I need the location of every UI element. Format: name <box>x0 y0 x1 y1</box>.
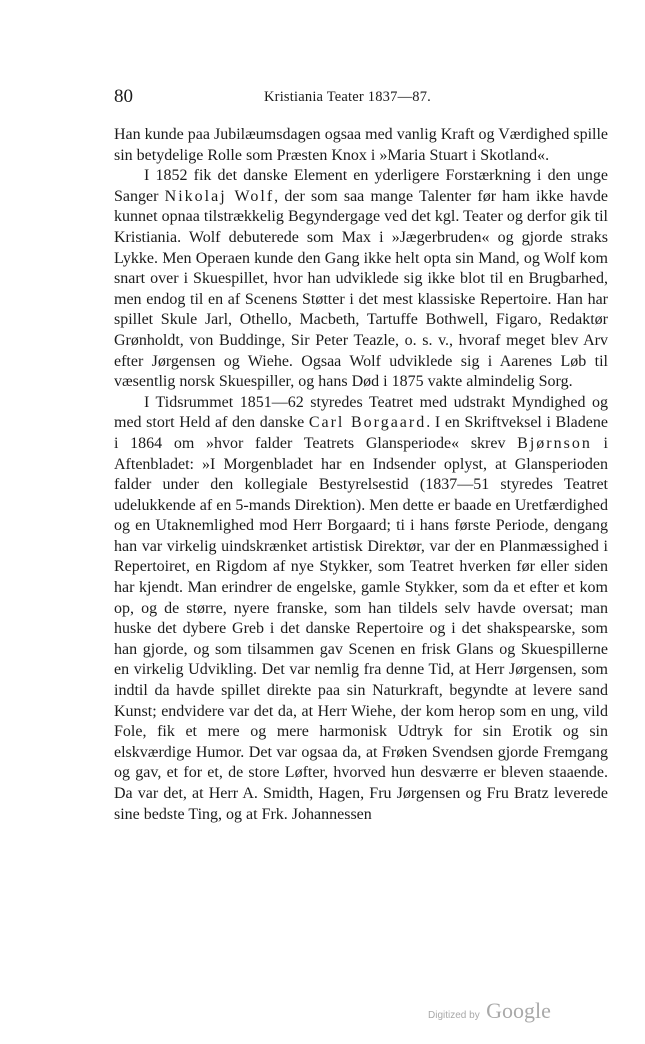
person-name-carl-borgaard: Carl Borgaard <box>308 414 427 432</box>
text-run: I Tidsrummet 1851—62 styredes Teatret med udstrakt Myndighed og med stort Held af den danske <box>114 393 608 432</box>
paragraph-2 <box>114 166 608 393</box>
page-header <box>114 86 605 108</box>
paragraph-3 <box>114 393 608 825</box>
running-title: Kristiania Teater 1837—87. <box>264 89 432 105</box>
watermark-prefix: Digitized by <box>428 1010 480 1021</box>
person-name-nikolaj-wolf: Nikolaj Wolf <box>164 187 275 205</box>
paragraph-1 <box>114 125 608 166</box>
google-logo: Google <box>486 998 551 1023</box>
page-number: 80 <box>114 86 133 107</box>
digitized-by-google-watermark <box>428 998 551 1024</box>
text-run: . I en Skriftveksel i Bladene i 1864 om »hvor falder Teatrets Glansperiode« skrev <box>114 414 608 452</box>
text-run: I 1852 fik det danske Element en yderligere Forstærkning i den unge Sanger <box>114 167 608 205</box>
body-text <box>114 125 608 825</box>
text-run: i Aftenbladet: »I Morgenbladet har en Indsender oplyst, at Glansperioden falder under den kollegiale Bestyrelsestid (1837—51 styredes Teatret udelukkende af en 5-mands Direktion). Men dette er baade en Uretfærdighed og en Utaknemlighed mod Herr Borgaard; ti i hans første Periode, dengang han var virkelig uindskrænket artistisk Direktør, var der en Planmæssighed i Repertoiret, en Rigdom af nye Stykker, som Teatret hverken før eller siden har kjendt. Man erindrer de engelske, gamle Stykker, som da et efter et kom op, og de større, nyere franske, som han tildels selv havde oversat; man huske det dybere Greb i det danske Repertoire og i det shakspearske, som han gjorde, og som tilsammen gav Scenen en frisk Glans og Skuespillerne en virkelig Udvikling. Det var nemlig fra denne Tid, at Herr Jørgensen, som indtil da havde spillet direkte paa sin Naturkraft, begyndte at levere sand Kunst; endvidere var det da, at Herr Wiehe, der kom herop som en ung, vild Fole, fik et mere og mere harmonisk Udtryk for sin Erotik og sin elskværdige Humor. Det var ogsaa da, at Frøken Svendsen gjorde Fremgang og gav, et for et, de store Løfter, hvorved hun desværre er bleven staaende. Da var det, at Herr A. Smidth, Hagen, Fru Jørgensen og Fru Bratz leverede sine bedste Ting, og at Frk. Johannessen <box>114 434 608 823</box>
text-run: , der som saa mange Talenter før ham ikke havde kunnet opnaa tilstrækkelig Begyndergage ved det kgl. Teater og derfor gik til Kristiania. Wolf debuterede som Max i »Jægerbruden« og gjorde straks Lykke. Men Operaen kunde den Gang ikke helt opta sin Mand, og Wolf kom snart over i Skuespillet, hvor han udviklede sig ikke blot til en Brugbarhed, men endog til en af Scenens Støtter i det mest klassiske Repertoire. Han har spillet Skule Jarl, Othello, Macbeth, Tartuffe Bothwell, Figaro, Redaktør Grønholdt, von Buddinge, Sir Peter Teazle, o. s. v., hvoraf meget blev Arv efter Jørgensen og Wiehe. Ogsaa Wolf udviklede sig i Aarenes Løb til væsentlig norsk Skuespiller, og hans Død i 1875 vakte almindelig Sorg. <box>114 187 608 391</box>
text-run: Han kunde paa Jubilæumsdagen ogsaa med vanlig Kraft og Værdighed spille sin betydelige Rolle som Præsten Knox i »Maria Stuart i Skotland«. <box>114 126 608 164</box>
person-name-bjornson: Bjørnson <box>517 434 592 452</box>
